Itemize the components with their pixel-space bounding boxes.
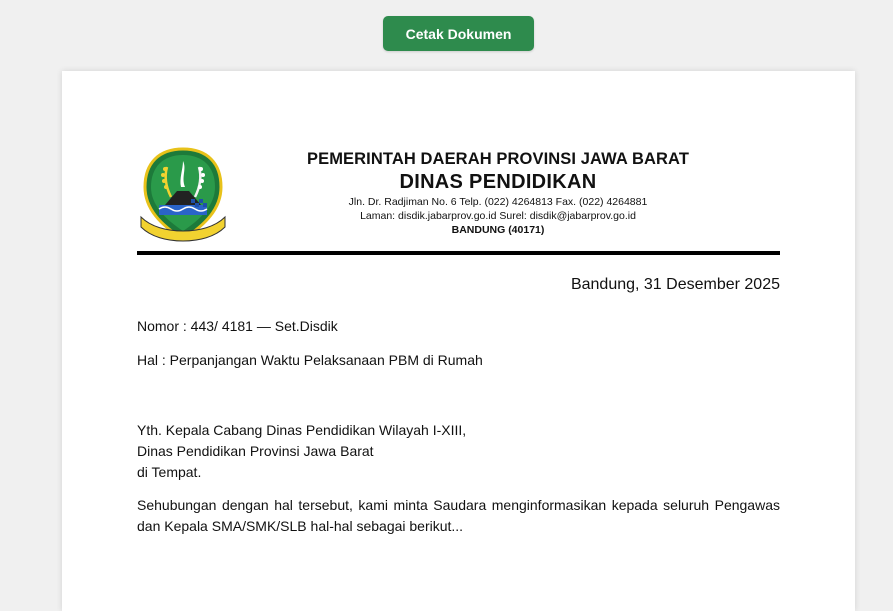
government-name: PEMERINTAH DAERAH PROVINSI JAWA BARAT [307, 150, 689, 168]
letter-recipient [137, 420, 780, 483]
agency-address: Jln. Dr. Radjiman No. 6 Telp. (022) 4264813 Fax. (022) 4264881 [348, 196, 648, 208]
print-document-button[interactable]: Cetak Dokumen [383, 16, 534, 51]
letterhead-divider [137, 251, 780, 255]
letterhead [137, 147, 780, 253]
agency-city: BANDUNG (40171) [451, 224, 545, 236]
west-java-emblem-icon [137, 147, 229, 243]
toolbar [383, 16, 534, 51]
agency-name: DINAS PENDIDIKAN [399, 171, 597, 193]
document-page [62, 71, 855, 611]
agency-web-email: Laman: disdik.jabarprov.go.id Surel: disdik@jabarprov.go.id [360, 210, 636, 222]
recipient-line-2: Dinas Pendidikan Provinsi Jawa Barat [137, 443, 374, 459]
letterhead-text [259, 149, 737, 237]
letter-date: Bandung, 31 Desember 2025 [570, 276, 780, 293]
letter-subject: Hal : Perpanjangan Waktu Pelaksanaan PBM di Rumah [137, 352, 483, 368]
recipient-line-3: di Tempat. [137, 464, 202, 480]
letter-body-paragraph: Sehubungan dengan hal tersebut, kami minta Saudara menginformasikan kepada seluruh Pengawas dan Kepala SMA/SMK/SLB hal-hal sebagai berikut... [137, 497, 780, 534]
letter-number: Nomor : 443/ 4181 — Set.Disdik [137, 318, 338, 334]
recipient-line-1: Yth. Kepala Cabang Dinas Pendidikan Wilayah I-XIII, [137, 422, 467, 438]
